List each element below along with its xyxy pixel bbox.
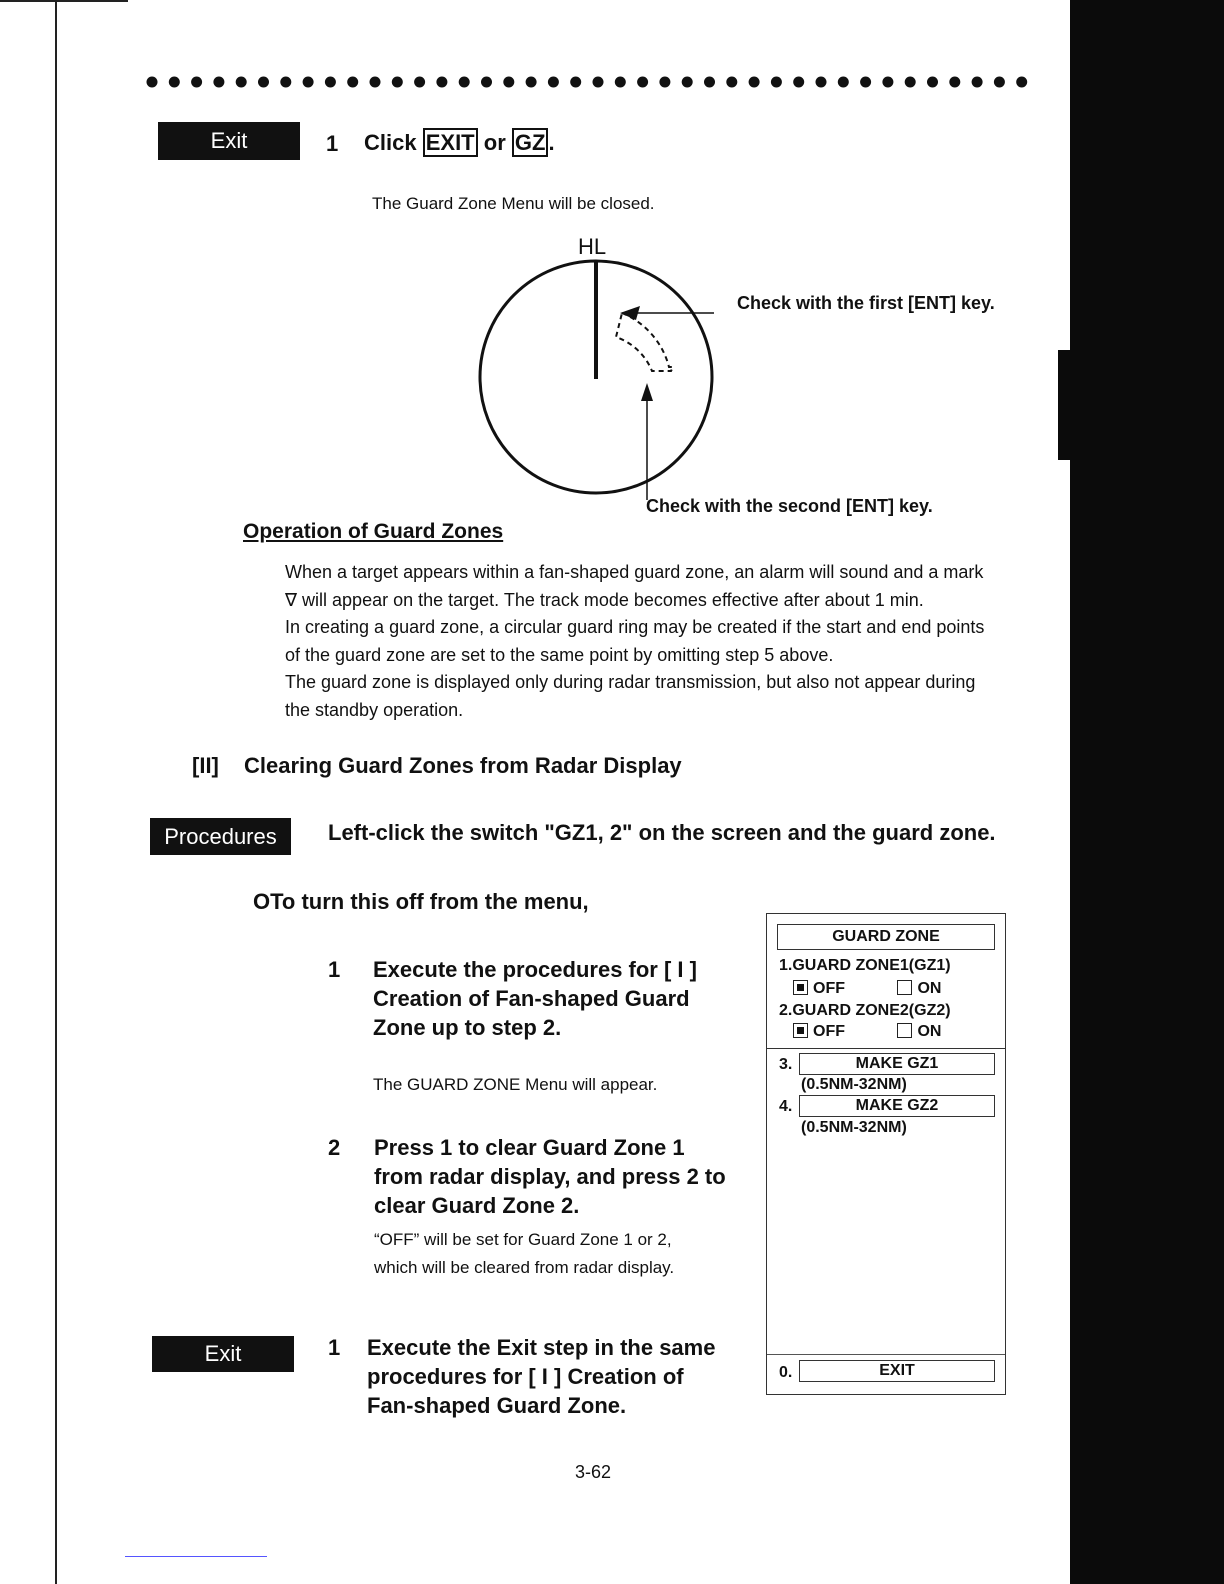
step-2-line: from radar display, and press 2 to	[374, 1164, 726, 1189]
step-2-text	[374, 1133, 726, 1220]
divider-dot	[548, 77, 559, 88]
gz2-label: 2.GUARD ZONE2(GZ2)	[779, 1002, 951, 1019]
heading-line-label: HL	[578, 234, 607, 259]
item3-range: (0.5NM-32NM)	[801, 1076, 907, 1093]
divider-dot	[347, 77, 358, 88]
operation-line: When a target appears within a fan-shaped guard zone, an alarm will sound and a mark	[285, 562, 984, 582]
callout-second-ent: Check with the second [ENT] key.	[646, 496, 933, 516]
menu-title: GUARD ZONE	[777, 924, 995, 950]
section-title: Clearing Guard Zones from Radar Display	[244, 753, 682, 778]
left-margin-line	[55, 0, 57, 1584]
divider-dot	[169, 77, 180, 88]
operation-paragraph	[285, 559, 1055, 724]
divider-dot	[860, 77, 871, 88]
item4-number: 4.	[779, 1098, 793, 1115]
gz2-options	[793, 1023, 941, 1041]
bottom-edge-line	[125, 1556, 267, 1557]
section-number: [II]	[192, 753, 219, 778]
divider-dot	[213, 77, 224, 88]
divider-dot	[838, 77, 849, 88]
gz1-on-option[interactable]	[897, 980, 941, 997]
exit-label-2: Exit	[152, 1336, 294, 1372]
step-2-description	[374, 1226, 674, 1282]
callout2-arrowhead	[641, 383, 653, 401]
operation-line: The guard zone is displayed only during radar transmission, but also not appear during	[285, 672, 976, 692]
divider-dot	[258, 77, 269, 88]
gz2-off-option[interactable]	[793, 1023, 845, 1040]
divider-dot	[593, 77, 604, 88]
exit-label: Exit	[158, 122, 300, 160]
divider-dot	[816, 77, 827, 88]
step-2-line: Press 1 to clear Guard Zone 1	[374, 1135, 685, 1160]
divider-dot	[236, 77, 247, 88]
step-2-desc-line: which will be cleared from radar display.	[374, 1258, 675, 1277]
fan-guard-zone	[616, 313, 673, 371]
divider-dot	[503, 77, 514, 88]
exit2-line: Execute the Exit step in the same	[367, 1335, 716, 1360]
checkbox-empty-icon	[897, 1023, 912, 1038]
checkbox-empty-icon	[897, 980, 912, 995]
divider-dot	[414, 77, 425, 88]
exit2-line: Fan-shaped Guard Zone.	[367, 1393, 627, 1418]
gz-key[interactable]: GZ	[512, 128, 549, 157]
on-text: ON	[917, 1023, 942, 1040]
gz2-on-option[interactable]	[897, 1023, 941, 1040]
divider-dot	[726, 77, 737, 88]
divider-dot	[749, 77, 760, 88]
callout-first-ent: Check with the first [ENT] key.	[737, 293, 995, 313]
menu-divider	[767, 1048, 1005, 1049]
divider-dot	[526, 77, 537, 88]
operation-line: of the guard zone are set to the same point by omitting step 5 above.	[285, 644, 834, 665]
divider-dot	[949, 77, 960, 88]
divider-dot	[637, 77, 648, 88]
step-1-line: Execute the procedures for [ I ]	[373, 957, 697, 982]
item3-number: 3.	[779, 1056, 793, 1073]
step-1-number: 1	[328, 957, 341, 982]
click-word: Click	[364, 130, 417, 155]
exit-key[interactable]: EXIT	[423, 128, 478, 157]
make-gz1-button[interactable]: MAKE GZ1	[799, 1053, 995, 1075]
dotted-divider	[140, 70, 1040, 94]
turn-off-heading: OTo turn this off from the menu,	[253, 889, 589, 914]
step-2-line: clear Guard Zone 2.	[374, 1193, 580, 1218]
step-2-desc-line: “OFF” will be set for Guard Zone 1 or 2,	[374, 1230, 672, 1249]
divider-dot	[147, 77, 158, 88]
period: .	[548, 130, 555, 155]
divider-dot	[570, 77, 581, 88]
make-gz2-button[interactable]: MAKE GZ2	[799, 1095, 995, 1117]
exit2-step-number: 1	[328, 1335, 341, 1360]
procedures-label: Procedures	[150, 818, 291, 855]
step-1-description: The GUARD ZONE Menu will appear.	[373, 1075, 658, 1094]
divider-dot	[793, 77, 804, 88]
divider-dot	[927, 77, 938, 88]
page-number: 3-62	[575, 1462, 612, 1482]
step-1-line: Creation of Fan-shaped Guard	[373, 986, 690, 1011]
divider-dot	[303, 77, 314, 88]
divider-dot	[659, 77, 670, 88]
menu-divider-bottom	[767, 1354, 1005, 1355]
divider-dot	[481, 77, 492, 88]
checkbox-checked-icon	[793, 1023, 808, 1038]
divider-dot	[615, 77, 626, 88]
divider-dot	[994, 77, 1005, 88]
exit2-line: procedures for [ I ] Creation of	[367, 1364, 684, 1389]
item0-number: 0.	[779, 1364, 793, 1381]
divider-dot	[392, 77, 403, 88]
divider-dot	[771, 77, 782, 88]
checkbox-checked-icon	[793, 980, 808, 995]
gz1-off-option[interactable]	[793, 980, 845, 997]
divider-dot	[1016, 77, 1027, 88]
divider-dot	[682, 77, 693, 88]
step-2-number: 2	[328, 1135, 341, 1160]
step-1-line: Zone up to step 2.	[373, 1015, 562, 1040]
or-word: or	[483, 130, 506, 155]
divider-dot	[972, 77, 983, 88]
top-edge-line	[0, 0, 128, 2]
chapter-tab	[1058, 350, 1072, 460]
guard-zone-menu	[766, 913, 1006, 1395]
divider-dot	[280, 77, 291, 88]
exit-description: The Guard Zone Menu will be closed.	[372, 194, 655, 213]
divider-dot	[905, 77, 916, 88]
on-text: ON	[917, 980, 942, 997]
divider-dot	[436, 77, 447, 88]
exit-step-number: 1	[326, 131, 339, 156]
gz1-options	[793, 980, 941, 998]
off-text: OFF	[813, 980, 845, 997]
divider-dot	[370, 77, 381, 88]
exit-instruction	[364, 130, 555, 156]
menu-exit-button[interactable]: EXIT	[799, 1360, 995, 1382]
divider-dot	[882, 77, 893, 88]
gz1-label: 1.GUARD ZONE1(GZ1)	[779, 957, 951, 974]
operation-line: the standby operation.	[285, 699, 464, 720]
divider-dot	[325, 77, 336, 88]
guard-zone-diagram	[470, 255, 730, 500]
divider-dot	[191, 77, 202, 88]
step-1-text	[373, 955, 697, 1042]
divider-dot	[459, 77, 470, 88]
divider-dot	[704, 77, 715, 88]
operation-line: In creating a guard zone, a circular guard ring may be created if the start and end points	[285, 617, 985, 637]
item4-range: (0.5NM-32NM)	[801, 1119, 907, 1136]
off-text: OFF	[813, 1023, 845, 1040]
operation-heading: Operation of Guard Zones	[243, 520, 504, 543]
exit2-text	[367, 1333, 715, 1420]
right-black-edge	[1070, 0, 1224, 1584]
procedures-text: Left-click the switch "GZ1, 2" on the screen and the guard zone.	[328, 820, 996, 845]
operation-line: ∇ will appear on the target. The track mode becomes effective after about 1 min.	[285, 589, 924, 610]
